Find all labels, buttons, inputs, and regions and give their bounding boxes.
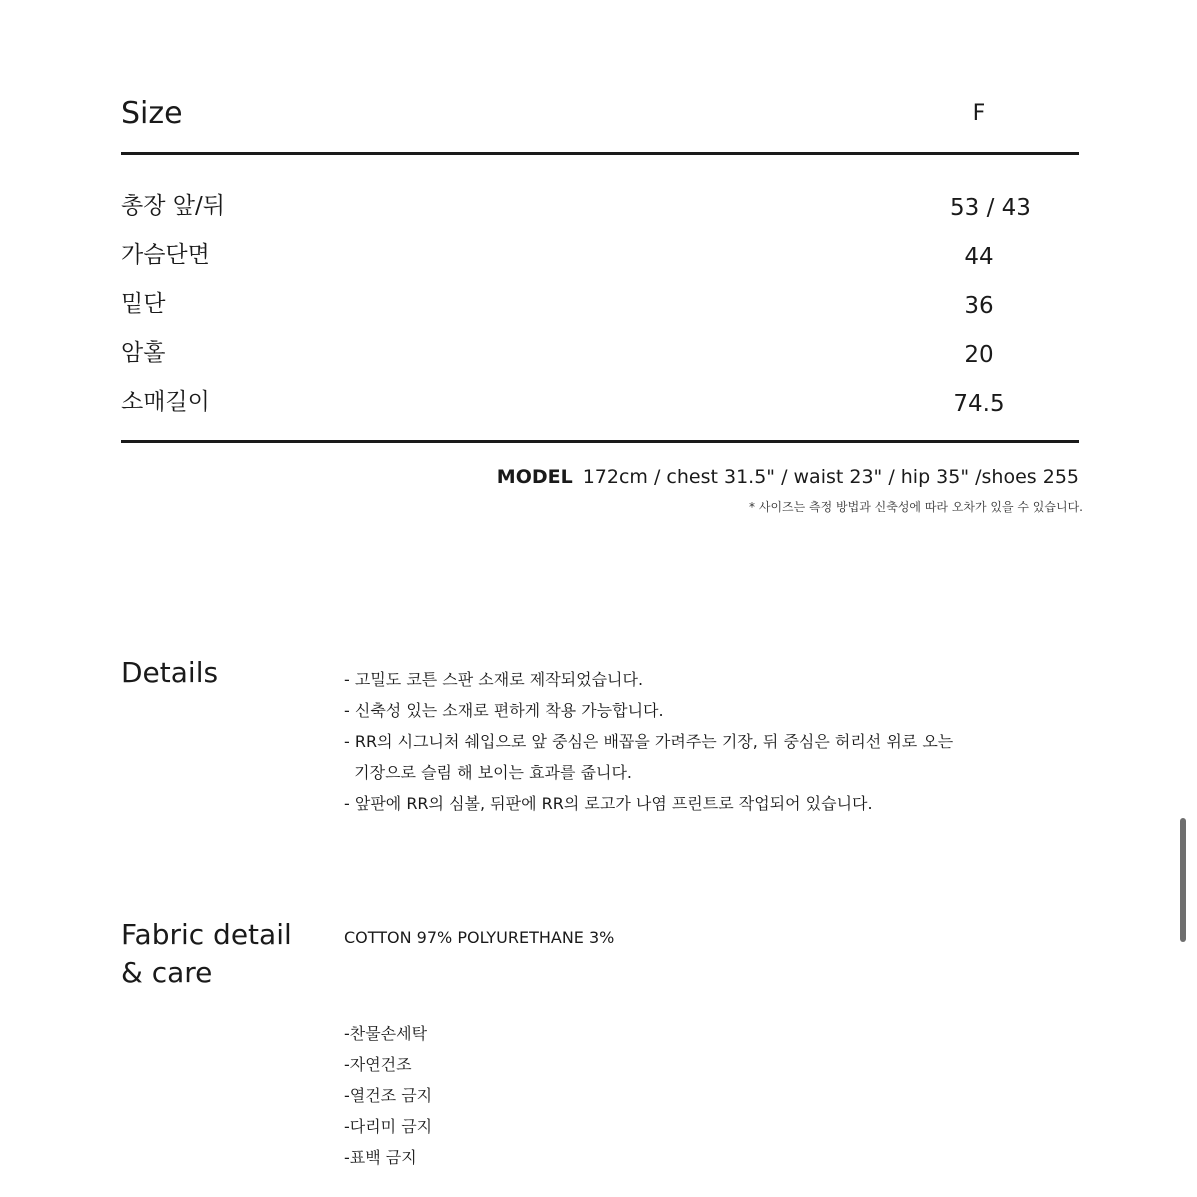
row-value: 44 — [964, 244, 994, 270]
list-item: 기장으로 슬림 해 보이는 효과를 줍니다. — [344, 763, 632, 782]
list-item: -표백 금지 — [344, 1148, 417, 1167]
row-label: 가슴단면 — [121, 242, 210, 268]
details-title: Details — [121, 656, 219, 689]
size-column-header: F — [972, 101, 986, 126]
table-row — [121, 186, 1079, 235]
row-value: 36 — [964, 293, 994, 319]
row-label: 소매길이 — [121, 389, 210, 415]
fabric-title-line: Fabric detail — [121, 918, 292, 951]
list-item: - 앞판에 RR의 심볼, 뒤판에 RR의 로고가 나염 프린트로 작업되어 있습니다. — [344, 794, 873, 813]
model-measurements: 172cm / chest 31.5" / waist 23" / hip 35" /shoes 255 — [582, 466, 1079, 488]
model-label: MODEL — [496, 466, 573, 488]
list-item: - 신축성 있는 소재로 편하게 착용 가능합니다. — [344, 701, 664, 720]
row-label: 밑단 — [121, 291, 166, 317]
list-item: -자연건조 — [344, 1055, 412, 1074]
details-list — [344, 664, 953, 819]
size-note: * 사이즈는 측정 방법과 신축성에 따라 오차가 있을 수 있습니다. — [749, 500, 1083, 514]
table-row — [121, 333, 1079, 382]
table-top-rule — [121, 152, 1079, 155]
table-row — [121, 235, 1079, 284]
row-label: 암홀 — [121, 340, 166, 366]
list-item: - 고밀도 코튼 스판 소재로 제작되었습니다. — [344, 670, 644, 689]
list-item: - RR의 시그니처 쉐입으로 앞 중심은 배꼽을 가려주는 기장, 뒤 중심은 허리선 위로 오는 — [344, 732, 954, 751]
fabric-title-line: & care — [121, 956, 213, 989]
row-value: 20 — [964, 342, 994, 368]
fabric-composition: COTTON 97% POLYURETHANE 3% — [344, 928, 615, 947]
list-item: -다리미 금지 — [344, 1117, 433, 1136]
row-value: 53 / 43 — [950, 195, 1031, 221]
size-title: Size — [121, 96, 183, 131]
row-value: 74.5 — [953, 391, 1005, 417]
model-info — [497, 463, 1079, 491]
list-item: -찬물손세탁 — [344, 1024, 428, 1043]
size-table — [121, 186, 1079, 431]
fabric-title — [121, 916, 292, 992]
table-row — [121, 284, 1079, 333]
table-row — [121, 382, 1079, 431]
list-item: -열건조 금지 — [344, 1086, 433, 1105]
row-label: 총장 앞/뒤 — [121, 193, 225, 219]
care-list — [344, 1018, 432, 1173]
scrollbar-thumb[interactable] — [1180, 818, 1186, 942]
table-bottom-rule — [121, 440, 1079, 443]
